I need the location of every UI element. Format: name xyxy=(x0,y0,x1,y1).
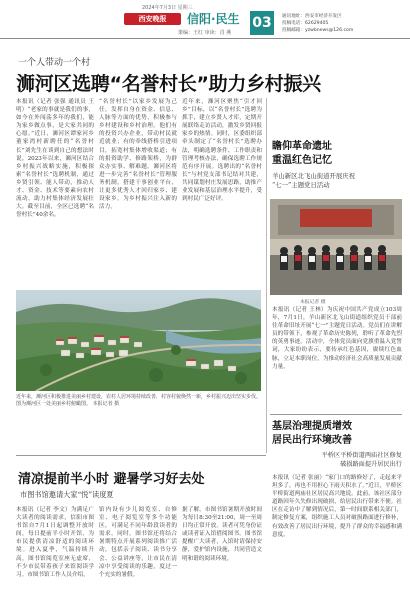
story3-subtitle xyxy=(276,452,402,469)
side-story-title xyxy=(272,140,332,168)
page-masthead xyxy=(0,0,410,40)
story2-body-col2: 馆内设有少儿阅览室、自修室、电子阅览室等多个功能区，可满足不同年龄段读者的需求。同时，图书馆还将结合暑期特点开展系列阅读推广活动，包括亲子阅读、读书分享会、公益讲座等，让市民在清凉中享受阅读的乐趣，度过一个充实的暑假。 xyxy=(99,507,177,578)
side-title-line: 瞻仰革命遗址 xyxy=(272,141,332,152)
story3-title-line: 居民出行环境改善 xyxy=(272,435,352,446)
story3-title xyxy=(272,420,352,448)
memorial-visit-image xyxy=(270,199,402,295)
page-number: 03 xyxy=(250,11,274,35)
story3-subtitle-line: 破损路面提升居民出行 xyxy=(340,460,402,468)
memorial-photo-credit: 本报记者 摄 xyxy=(300,300,326,305)
side-story-subtitle xyxy=(272,172,355,190)
story2-body-col1: 本报讯（记者 李文）为满足广大读者的阅读需求，信阳市图书馆自7月1日起调整开放时间，每日提前半小时开馆，为市民提供清凉舒适的阅读环境。进入夏季，气温持续升高，图书馆阅览室座无虚席，不少市民带着孩子来馆阅读学习。市图书馆工作人员介绍， xyxy=(16,507,94,578)
story3-subtitle-line: 平桥区平桥街道两庙社区修复 xyxy=(321,452,402,459)
story2-subtitle: 市图书馆邀请大家“悦”读度夏 xyxy=(20,490,114,499)
lead-body-col1: 本报讯（记者 张强 通讯员 王明）“老家的事就是我们的事，如今在外闯荡多年的我们，能为家乡做点事，是大家共同的心愿。”近日，浉河区谭家河乡董家湾村新聘任的“名誉村长”刘先生在谈到自己的想法时说。2023年以来，浉河区结合乡村振兴战略实施，积极探索“名誉村长”选聘机制，通过乡贤引领、能人带动，推动人才、资金、技术等要素向农村流动，助力村集体经济发展壮大。截至目前，全区已选聘“名誉村长”40余名。 xyxy=(16,99,94,219)
editor-credit: 策编：王红 审读：肖 燕 xyxy=(178,30,232,36)
section-title: 信阳·民生 xyxy=(187,12,240,26)
contact-line: 通讯地址：西安市经济开发区 xyxy=(282,14,342,19)
publication-logo: 西安晚报 xyxy=(124,13,181,25)
side-title-line: 重温红色记忆 xyxy=(272,155,332,166)
section-divider-right xyxy=(270,414,402,415)
side-story-body: 本报讯（记者 王林）为庆祝中国共产党成立103周年，7月1日，羊山新区北飞山街道组织党员干部前往革命旧址开展“七一”主题党日活动。党员们在讲解员的带领下，参观了革命历史陈列，聆听了革命先烈的英勇事迹。活动中，全体党员面向党旗重温入党誓词，大家纷纷表示，要传承红色基因，赓续红色血脉，立足本职岗位，为推动经济社会高质量发展贡献力量。 xyxy=(272,307,402,370)
memorial-visit-photo xyxy=(270,199,402,295)
village-aerial-image xyxy=(16,290,261,391)
lead-body-col2: “名誉村长”以家乡发展为己任，发挥自身在资金、信息、人脉等方面的优势，积极参与乡村建设和乡村治理。他们有的投资兴办企业，带动村民就近就业；有的牵线搭桥引进项目，拓宽村集体增收渠道；有的捐资助学、修路架桥，为群众办实事、解难题。浉河区将进一步完善“名誉村长”管理服务机制，搭建干事创业平台，让更多优秀人才回归家乡、建设家乡，为乡村振兴注入新的活力。 xyxy=(99,99,177,211)
lead-headline: 浉河区选聘“名誉村长”助力乡村振兴 xyxy=(16,73,321,95)
side-subtitle-line: 羊山新区北飞山街道开展庆祝 xyxy=(272,172,356,180)
issue-date: 2024年7月3日 星期三 xyxy=(142,5,193,11)
column-divider xyxy=(266,98,267,453)
lead-body-col3: 近年来，浉河区聚焦“引才回乡”目标，以“名誉村长”选聘为抓手，建立乡贤人才库，定期开展联络走访活动，激发乡贤回报家乡的热情。同时，区委组织部牵头制定了“名誉村长”选聘办法，明确选聘条件、工作职责和管理考核办法，确保选聘工作规范有序开展。选聘出的“名誉村长”与村党支部书记结对共建，共同谋划村庄发展思路，助推产业发展和基层治理水平提升，受到村民广泛好评。 xyxy=(182,99,262,203)
side-subtitle-line: “七一”主题党日活动 xyxy=(272,181,330,189)
village-aerial-photo xyxy=(16,290,261,391)
story3-title-line: 基层治理提质增效 xyxy=(272,421,352,432)
contact-line: 投稿电话：62629405 xyxy=(282,21,329,26)
story2-title: 清凉提前半小时 避暑学习好去处 xyxy=(18,472,205,487)
story2-body-col3: 据了解，市图书馆暑期开放时间为每日8:30至21:00，周一至周日均正常开放。读者可凭身份证或读者证入馆借阅图书。图书馆提醒广大读者，入馆时请保持安静，爱护馆内设施，共同营造文明和谐的阅读环境。 xyxy=(182,507,262,562)
lead-kicker: 一个人带动一个村 xyxy=(18,58,91,68)
village-photo-caption: 近年来，浉河区积极推进美丽乡村建设，农村人居环境持续改善，村容村貌焕然一新，乡村振兴迈出坚实步伐。图为浉河区一处美丽乡村俯瞰图。 本报记者 摄 xyxy=(16,394,262,407)
masthead-rule xyxy=(0,38,410,39)
section-divider xyxy=(16,455,266,456)
story3-body: 本报讯（记者 张丽）“家门口的路修好了，走起来平坦多了，再也不用担心下雨天积水了。”近日，平桥区平桥街道两庙社区居民高兴地说。此前，该社区部分道路因年久失修出现破损，给居民出行带来不便。社区在走访中了解到情况后，第一时间联系相关部门，制定修复方案，组织施工人员对破损路面进行修补，有效改善了居民出行环境，提升了群众的幸福感和满意度。 xyxy=(272,475,402,538)
contact-info xyxy=(282,13,353,34)
contact-line: 投稿邮箱：yzwbnews@126.com xyxy=(282,28,354,33)
